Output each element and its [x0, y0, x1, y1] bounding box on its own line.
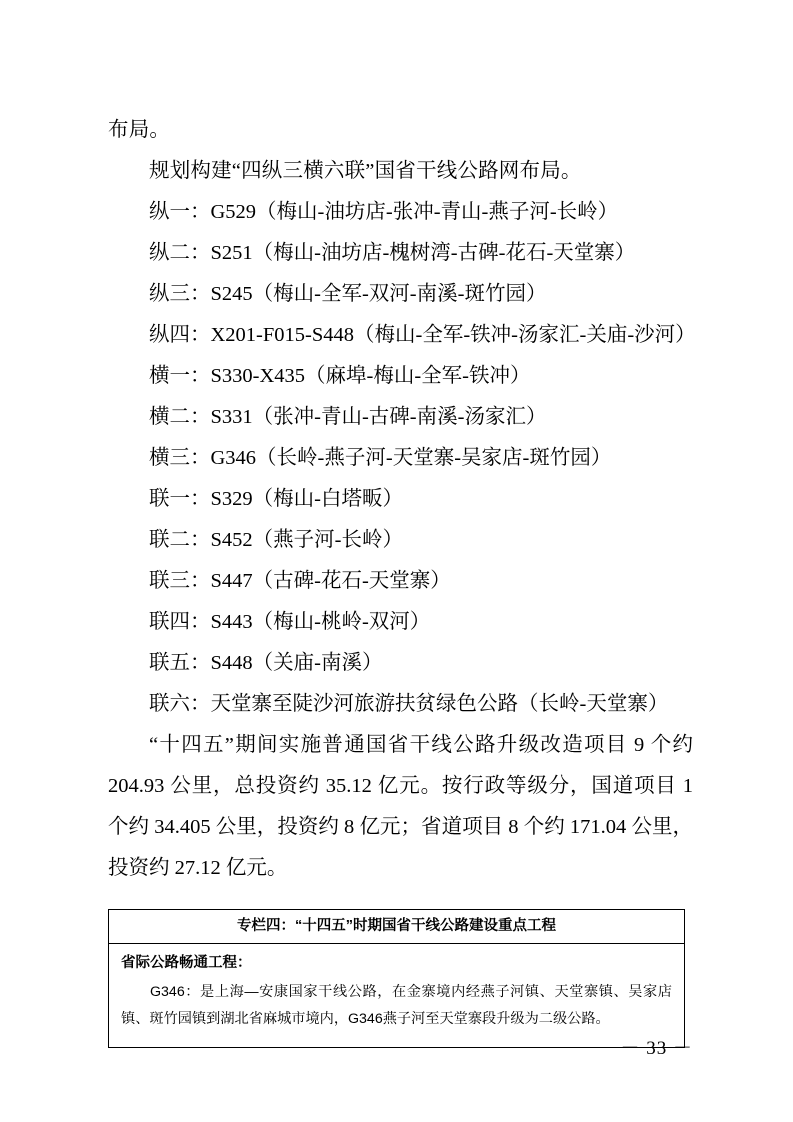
- callout-box-subtitle: 省际公路畅通工程：: [121, 955, 252, 971]
- summary-paragraph: “十四五”期间实施普通国省干线公路升级改造项目 9 个约 204.93 公里，总投资约 35.12 亿元。按行政等级分，国道项目 1 个约 34.405 公里，投资约 8 亿元；省道项目 8 个约 171.04 公里，投资约 27.12 亿元。: [108, 734, 693, 879]
- list-item: 纵三：S245（梅山-全军-双河-南溪-斑竹园）: [149, 283, 547, 305]
- list-item: 联二：S452（燕子河-长岭）: [149, 529, 403, 551]
- list-item: 横一：S330-X435（麻埠-梅山-全军-铁冲）: [149, 365, 531, 387]
- callout-box-content: G346：是上海—安康国家干线公路，在金寨境内经燕子河镇、天堂寨镇、吴家店镇、斑竹园镇到湖北省麻城市境内，G346燕子河至天堂寨段升级为二级公路。: [121, 984, 672, 1027]
- list-item: 联五：S448（关庙-南溪）: [149, 652, 383, 674]
- list-item: 联四：S443（梅山-桃岭-双河）: [149, 611, 431, 633]
- list-item: 横二：S331（张冲-青山-古碑-南溪-汤家汇）: [149, 406, 547, 428]
- list-item: 联三：S447（古碑-花石-天堂寨）: [149, 570, 451, 592]
- list-item: 纵一：G529（梅山-油坊店-张冲-青山-燕子河-长岭）: [149, 201, 619, 223]
- callout-box-title: 专栏四：“十四五”时期国省干线公路建设重点工程: [109, 910, 684, 944]
- network-route-list: [108, 192, 696, 725]
- list-item: 横三：G346（长岭-燕子河-天堂寨-吴家店-斑竹园）: [149, 447, 612, 469]
- intro-paragraph: 规划构建“四纵三横六联”国省干线公路网布局。: [149, 160, 582, 182]
- callout-box-body: [109, 944, 684, 1047]
- list-item: 联一：S329（梅山-白塔畈）: [149, 488, 403, 510]
- list-item: 联六：天堂寨至陡沙河旅游扶贫绿色公路（长岭-天堂寨）: [149, 693, 669, 715]
- callout-box: [108, 909, 685, 1048]
- continuation-line: 布局。: [108, 119, 171, 141]
- list-item: 纵二：S251（梅山-油坊店-槐树湾-古碑-花石-天堂寨）: [149, 242, 636, 264]
- list-item: 纵四：X201-F015-S448（梅山-全军-铁冲-汤家汇-关庙-沙河）: [149, 324, 696, 346]
- page-number: － 33 －: [620, 1038, 693, 1059]
